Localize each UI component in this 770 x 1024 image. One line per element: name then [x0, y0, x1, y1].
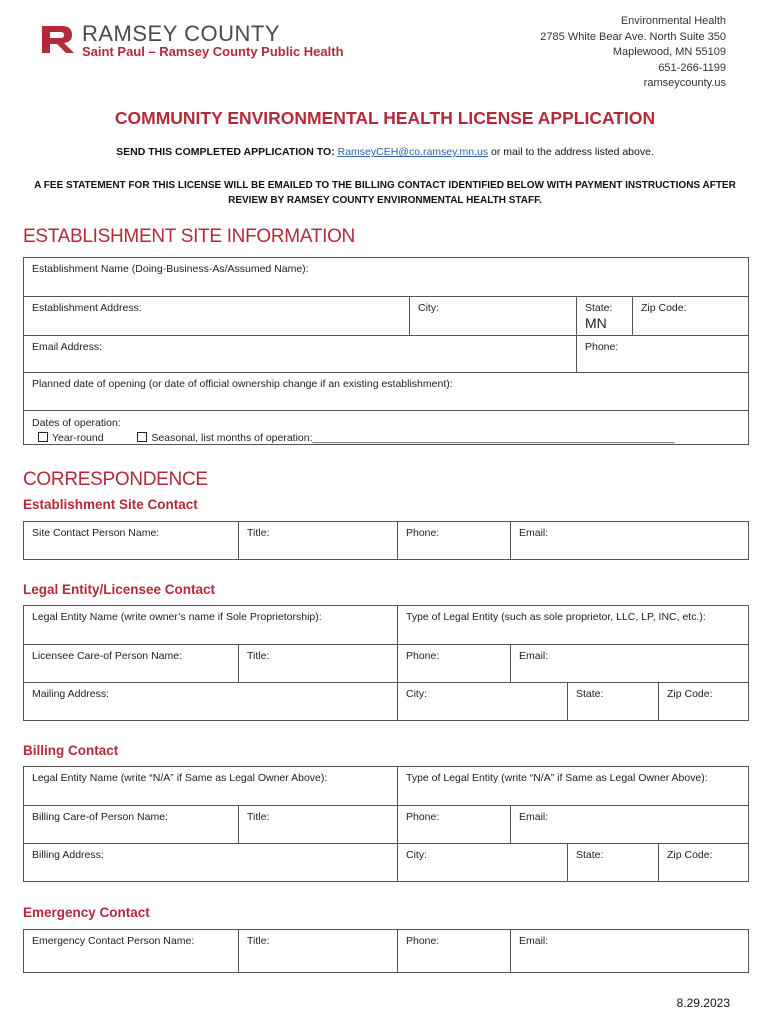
address-line: Environmental Health — [620, 15, 726, 27]
emergency-contact-table — [23, 929, 749, 973]
dates-of-operation — [24, 411, 749, 445]
billing-contact-table — [23, 766, 749, 882]
billing-state-field[interactable]: State: — [568, 844, 659, 882]
mailing-state-field[interactable]: State: — [568, 683, 659, 721]
site-contact-table — [23, 521, 749, 560]
mailing-city-field[interactable]: City: — [398, 683, 568, 721]
mailing-address-field[interactable]: Mailing Address: — [24, 683, 398, 721]
billing-entity-name-field[interactable]: Legal Entity Name (write “N/A” if Same as Legal Owner Above): — [24, 767, 398, 806]
establishment-heading: ESTABLISHMENT SITE INFORMATION — [23, 226, 355, 247]
ramsey-county-logo-icon — [40, 24, 76, 55]
legal-contact-table — [23, 605, 749, 721]
billing-title-field[interactable]: Title: — [239, 806, 398, 844]
org-name: RAMSEY COUNTY — [82, 21, 281, 46]
establishment-name-field[interactable]: Establishment Name (Doing-Business-As/Assumed Name): — [24, 258, 749, 297]
site-contact-name-field[interactable]: Site Contact Person Name: — [24, 522, 239, 560]
mailing-zip-field[interactable]: Zip Code: — [659, 683, 749, 721]
licensee-title-field[interactable]: Title: — [239, 645, 398, 683]
year-round-label: Year-round — [52, 432, 104, 444]
emergency-title-field[interactable]: Title: — [239, 930, 398, 973]
planned-date-field[interactable]: Planned date of opening (or date of official ownership change if an existing establishment): — [24, 373, 749, 411]
city-field[interactable]: City: — [410, 297, 577, 336]
org-subtitle: Saint Paul – Ramsey County Public Health — [82, 44, 344, 59]
establishment-address-field[interactable]: Establishment Address: — [24, 297, 410, 336]
licensee-person-field[interactable]: Licensee Care-of Person Name: — [24, 645, 239, 683]
address-line: 2785 White Bear Ave. North Suite 350 — [540, 30, 726, 43]
send-label: SEND THIS COMPLETED APPLICATION TO: — [116, 146, 335, 158]
seasonal-label: Seasonal, list months of operation:______________________________________________________________ — [151, 432, 675, 444]
legal-entity-name-field[interactable]: Legal Entity Name (write owner’s name if Sole Proprietorship): — [24, 606, 398, 645]
billing-email-field[interactable]: Email: — [511, 806, 749, 844]
address-line: Maplewood, MN 55109 — [612, 46, 726, 58]
billing-contact-heading: Billing Contact — [23, 743, 119, 758]
legal-entity-type-field[interactable]: Type of Legal Entity (such as sole proprietor, LLC, LP, INC, etc.): — [398, 606, 749, 645]
licensee-phone-field[interactable]: Phone: — [398, 645, 511, 683]
send-rest: or mail to the address listed above. — [491, 146, 654, 158]
zip-field[interactable]: Zip Code: — [633, 297, 749, 336]
site-contact-phone-field[interactable]: Phone: — [398, 522, 511, 560]
billing-address-field[interactable]: Billing Address: — [24, 844, 398, 882]
billing-phone-field[interactable]: Phone: — [398, 806, 511, 844]
establishment-table — [23, 257, 749, 445]
state-label: State: — [585, 302, 613, 314]
year-round-checkbox[interactable] — [38, 432, 48, 442]
seasonal-checkbox[interactable] — [137, 432, 147, 442]
email-link[interactable]: RamseyCEH@co.ramsey.mn.us — [337, 146, 489, 158]
address-line: 651-266-1199 — [658, 61, 726, 74]
site-contact-title-field[interactable]: Title: — [239, 522, 398, 560]
licensee-email-field[interactable]: Email: — [511, 645, 749, 683]
emergency-person-field[interactable]: Emergency Contact Person Name: — [24, 930, 239, 973]
revision-date: 8.29.2023 — [676, 996, 730, 1010]
correspondence-heading: CORRESPONDENCE — [23, 469, 208, 490]
billing-city-field[interactable]: City: — [398, 844, 568, 882]
emergency-phone-field[interactable]: Phone: — [398, 930, 511, 973]
email-address-field[interactable]: Email Address: — [24, 336, 577, 373]
address-line: ramseycounty.us — [643, 77, 726, 89]
billing-zip-field[interactable]: Zip Code: — [659, 844, 749, 882]
send-instructions — [0, 146, 770, 158]
emergency-contact-heading: Emergency Contact — [23, 905, 150, 920]
billing-person-field[interactable]: Billing Care-of Person Name: — [24, 806, 239, 844]
emergency-email-field[interactable]: Email: — [511, 930, 749, 973]
state-value: MN — [585, 315, 607, 331]
page-title: COMMUNITY ENVIRONMENTAL HEALTH LICENSE APPLICATION — [114, 108, 656, 128]
phone-field[interactable]: Phone: — [577, 336, 749, 373]
state-field[interactable] — [577, 297, 633, 336]
legal-contact-heading: Legal Entity/Licensee Contact — [23, 582, 216, 597]
fee-statement: A FEE STATEMENT FOR THIS LICENSE WILL BE EMAILED TO THE BILLING CONTACT IDENTIFIED BELOW WITH PAYMENT INSTRUCTIONS AFTER REVIEW BY RAMSEY COUNTY ENVIRONMENTAL HEALTH STAFF. — [34, 180, 736, 206]
dates-label: Dates of operation: — [32, 417, 121, 429]
billing-entity-type-field[interactable]: Type of Legal Entity (write “N/A” if Same as Legal Owner Above): — [398, 767, 749, 806]
office-address — [540, 14, 726, 92]
site-contact-heading: Establishment Site Contact — [23, 497, 198, 512]
site-contact-email-field[interactable]: Email: — [511, 522, 749, 560]
